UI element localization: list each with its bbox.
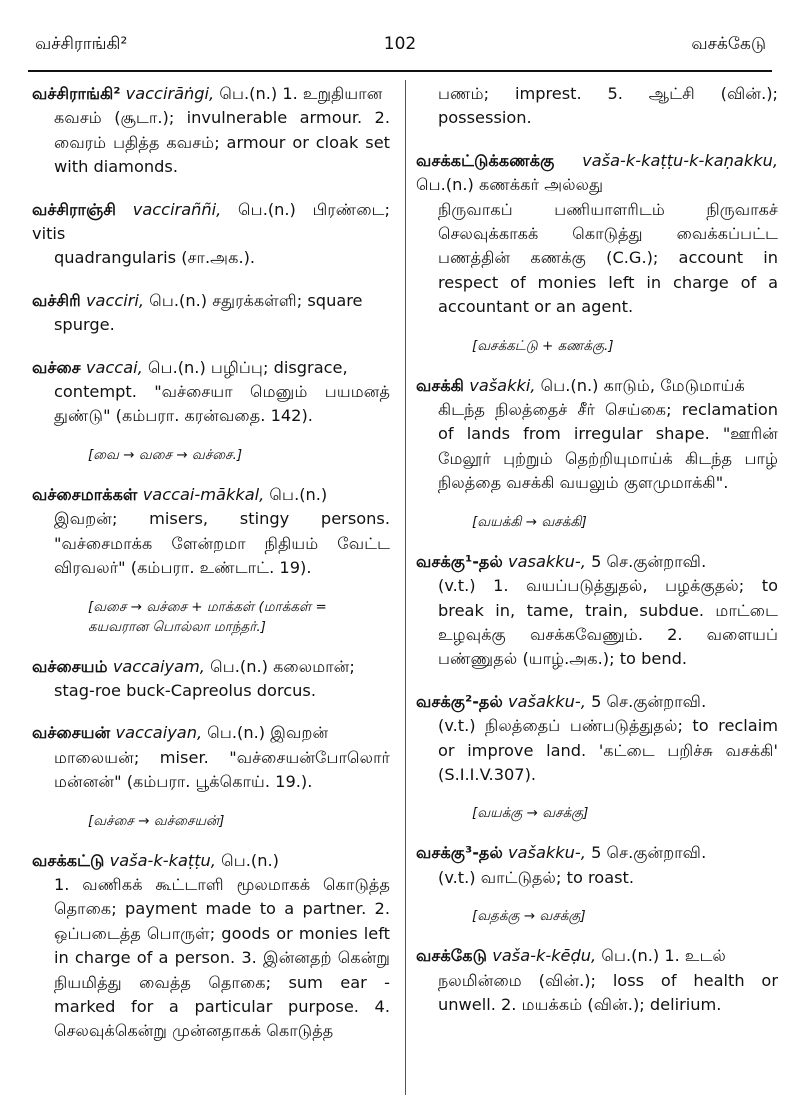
dictionary-entry <box>32 356 390 429</box>
transliteration: vaša-k-kaṭṭu-k-kaṇakku, <box>582 150 778 170</box>
transliteration: vacciraññi, <box>132 199 222 219</box>
headword: வச்சிராங்கி² <box>32 84 121 103</box>
definition-start: பெ.(n.) பழிப்பு; disgrace, <box>147 357 348 377</box>
left-column <box>32 82 390 1062</box>
definition: spurge. <box>54 315 115 335</box>
etymology-note: [வதக்கு → வசக்கு] <box>472 908 586 925</box>
dictionary-entry <box>416 550 778 672</box>
headword: வச்சையம் <box>32 656 108 676</box>
headword: வசக்கு²-தல் <box>416 691 503 711</box>
dictionary-entry <box>32 849 390 1044</box>
dictionary-entry <box>32 82 390 180</box>
definition-start: 5 செ.குன்றாவி. <box>591 691 707 711</box>
definition-start: பெ.(n.) <box>269 484 328 504</box>
definition: கிடந்த நிலத்தைச் சீர் செய்கை; reclamation of lands from irregular shape. "ஊரின் மேலூர் புற்றும் தெற்றியுமாய்க் கிடந்த பாழ் நிலத்தை வசக்கி வயலும் குளமுமாக்கி". <box>438 400 778 493</box>
dictionary-entry <box>32 289 390 338</box>
definition: நலமின்மை (வின்.); loss of health or unwell. 2. மயக்கம் (வின்.); delirium. <box>438 970 778 1014</box>
definition-start: பெ.(n.) <box>221 850 279 870</box>
definition-start: பெ.(n.) இவறன் <box>207 723 329 743</box>
transliteration: vaccai-mākkal, <box>142 484 265 504</box>
definition-start: பெ.(n.) கணக்கர் அல்லது <box>416 175 604 195</box>
headword: வசக்கி <box>416 375 465 395</box>
dictionary-entry <box>32 721 390 794</box>
definition: இவறன்; misers, stingy persons. "வச்சைமாக்க ளேன்றமா நிதியம் வேட்ட விரவலர்" (கம்பரா. உண்டாட். 19). <box>54 509 390 578</box>
headword: வச்சைமாக்கள் <box>32 484 138 504</box>
definition-start: பெ.(n.) சதுரக்கள்ளி; square <box>149 290 363 310</box>
headword: வச்சிரி <box>32 290 81 310</box>
dictionary-entry <box>416 149 778 320</box>
definition: 1. வணிகக் கூட்டாளி மூலமாகக் கொடுத்த தொகை; payment made to a partner. 2. ஒப்படைத்த பொருள்; goods or monies left in charge of a person. 3. இன்னதற் கென்று நியமித்து வைத்த தொகை; sum ear - marked for a particular purpose. 4. செலவுக்கென்று முன்னதாகக் கொடுத்த <box>54 874 390 1041</box>
definition: கவசம் (சூடா.); invulnerable armour. 2. வைரம் பதித்த கவசம்; armour or cloak set with diamonds. <box>54 108 390 177</box>
dictionary-entry <box>32 655 390 704</box>
transliteration: vacciri, <box>85 290 145 310</box>
definition: contempt. "வச்சையா மெனும் பயமனத் துண்டு" (கம்பரா. கரன்வதை. 142). <box>54 382 390 426</box>
etymology-note: [வை → வசை → வச்சை.] <box>88 446 243 463</box>
headword: வசக்கட்டுக்கணக்கு <box>416 150 555 170</box>
dictionary-entry <box>416 690 778 788</box>
transliteration: vaccaiyam, <box>112 656 205 676</box>
definition-start: பெ.(n.) 1. உறுதியான <box>219 84 383 103</box>
transliteration: vaccaiyan, <box>115 723 203 743</box>
definition: stag-roe buck-Capreolus dorcus. <box>54 680 316 700</box>
definition: quadrangularis (சா.அக.). <box>54 248 256 268</box>
etymology-note: [வயக்கு → வசக்கு] <box>472 805 589 822</box>
headword: வசக்கட்டு <box>32 850 105 870</box>
transliteration: vaša-k-kēḍu, <box>492 946 597 966</box>
running-head-right: வசக்கேடு <box>691 34 766 54</box>
running-head-left: வச்சிராங்கி² <box>35 34 128 54</box>
transliteration: vaccai, <box>85 357 143 377</box>
etymology-note: [வயக்கி → வசக்கி] <box>472 513 587 530</box>
dictionary-entry <box>32 483 390 581</box>
dictionary-entry <box>32 198 390 271</box>
definition-start: பெ.(n.) காடும், மேடுமாய்க் <box>540 375 745 395</box>
headword: வச்சிராஞ்சி <box>32 199 117 219</box>
column-divider <box>405 80 406 1095</box>
definition-start: 5 செ.குன்றாவி. <box>591 551 707 571</box>
dictionary-entry <box>416 841 778 890</box>
dictionary-entry <box>416 944 778 1017</box>
definition: (v.t.) நிலத்தைப் பண்படுத்துதல்; to reclaim or improve land. 'கட்டை பறிச்சு வசக்கி' (S.I.I.V.307). <box>438 716 778 784</box>
headword: வச்சையன் <box>32 723 111 743</box>
dictionary-entry <box>416 374 778 496</box>
headword: வசக்கு³-தல் <box>416 843 503 863</box>
definition: நிருவாகப் பணியாளரிடம் நிருவாகச் செலவுக்காகக் கொடுத்து வைக்கப்பட்ட பணத்தின் கணக்கு (C.G.); account in respect of monies left in charge of a accountant or an agent. <box>438 199 778 317</box>
transliteration: vaccirāṅgi, <box>125 84 215 103</box>
transliteration: vasakku-, <box>508 551 586 571</box>
definition-start: பெ.(n.) கலைமான்; <box>210 656 355 676</box>
headword: வசக்கு¹-தல் <box>416 551 503 571</box>
etymology-note: [வச்சை → வச்சையன்] <box>88 812 225 829</box>
etymology-note: [வசக்கட்டு + கணக்கு.] <box>472 337 614 354</box>
definition: மாலையன்; miser. "வச்சையன்போலொர் மன்னன்" (கம்பரா. பூக்கொய். 19.). <box>54 747 390 792</box>
page-number: 102 <box>383 34 417 54</box>
transliteration: vašakku-, <box>508 691 586 711</box>
continued-definition: பணம்; imprest. 5. ஆட்சி (வின்.); possession. <box>438 84 778 128</box>
definition-start: பெ.(n.) 1. உடல் <box>601 946 726 966</box>
headword: வச்சை <box>32 357 81 377</box>
headword: வசக்கேடு <box>416 946 488 966</box>
transliteration: vaša-k-kaṭṭu, <box>109 850 216 870</box>
transliteration: vašakku-, <box>508 843 586 863</box>
definition: (v.t.) 1. வயப்படுத்துதல், பழக்குதல்; to break in, tame, train, subdue. மாட்டை உழவுக்கு வசக்கவேணும். 2. வளையப் பண்ணுதல் (யாழ்.அக.); to bend. <box>438 576 778 669</box>
right-column <box>416 82 778 1035</box>
definition-start: 5 செ.குன்றாவி. <box>591 843 707 863</box>
transliteration: vašakki, <box>469 375 536 395</box>
definition-start: பெ.(n.) பிரண்டை; vitis <box>32 199 390 244</box>
header-rule <box>28 70 772 72</box>
etymology-note: [வசை → வச்சை + மாக்கள் (மாக்கள் = கயவரான பொல்லா மாந்தர்.] <box>88 598 327 635</box>
definition: (v.t.) வாட்டுதல்; to roast. <box>438 867 635 887</box>
